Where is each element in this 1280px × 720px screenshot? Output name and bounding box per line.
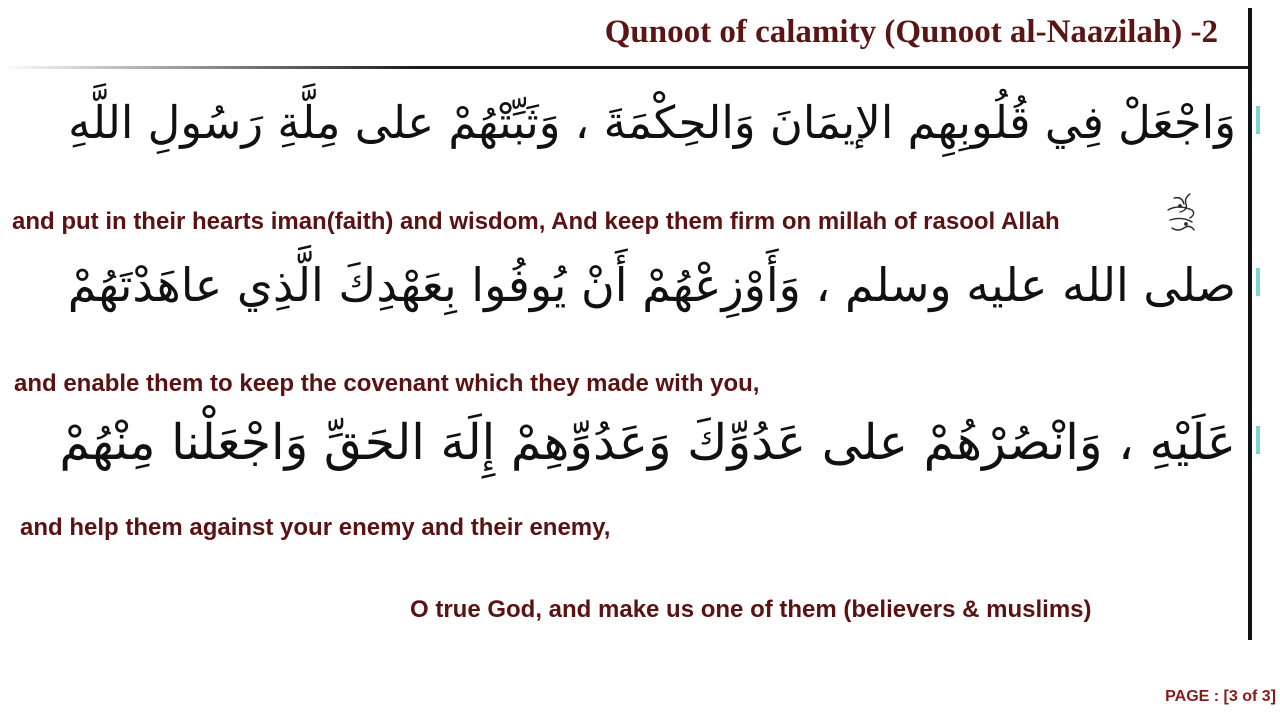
english-line-1: and put in their hearts iman(faith) and wisdom, And keep them firm on millah of rasool Allah: [12, 208, 1060, 235]
arabic-line-2: صلى الله عليه وسلم ، وَأَوْزِعْهُمْ أَنْ يُوفُوا بِعَهْدِكَ الَّذِي عاهَدْتَهُمْ: [67, 258, 1236, 312]
right-vertical-rule: [1248, 8, 1252, 640]
arabic-line-1: وَاجْعَلْ فِي قُلُوبِهِم الإيمَانَ وَالحِكْمَةَ ، وَثَبِّتْهُمْ على مِلَّةِ رَسُولِ اللَّهِ: [68, 96, 1236, 149]
rule-accent-tick: [1256, 106, 1260, 134]
arabic-line-3: عَلَيْهِ ، وَانْصُرْهُمْ على عَدُوِّكَ وَعَدُوِّهِمْ إِلَهَ الحَقِّ وَاجْعَلْنا مِنْهُمْ: [59, 414, 1236, 471]
slide-title: Qunoot of calamity (Qunoot al-Naazilah) -2: [604, 14, 1218, 50]
english-line-2: and enable them to keep the covenant which they made with you,: [14, 370, 760, 397]
title-underline-fade: [0, 66, 420, 69]
salawat-seal-icon: [1160, 188, 1204, 238]
rule-accent-tick: [1256, 426, 1260, 454]
rule-accent-tick: [1256, 268, 1260, 296]
english-closing-line: O true God, and make us one of them (believers & muslims): [410, 596, 1092, 623]
english-line-3: and help them against your enemy and their enemy,: [20, 514, 611, 541]
page-indicator: PAGE : [3 of 3]: [1165, 688, 1276, 705]
